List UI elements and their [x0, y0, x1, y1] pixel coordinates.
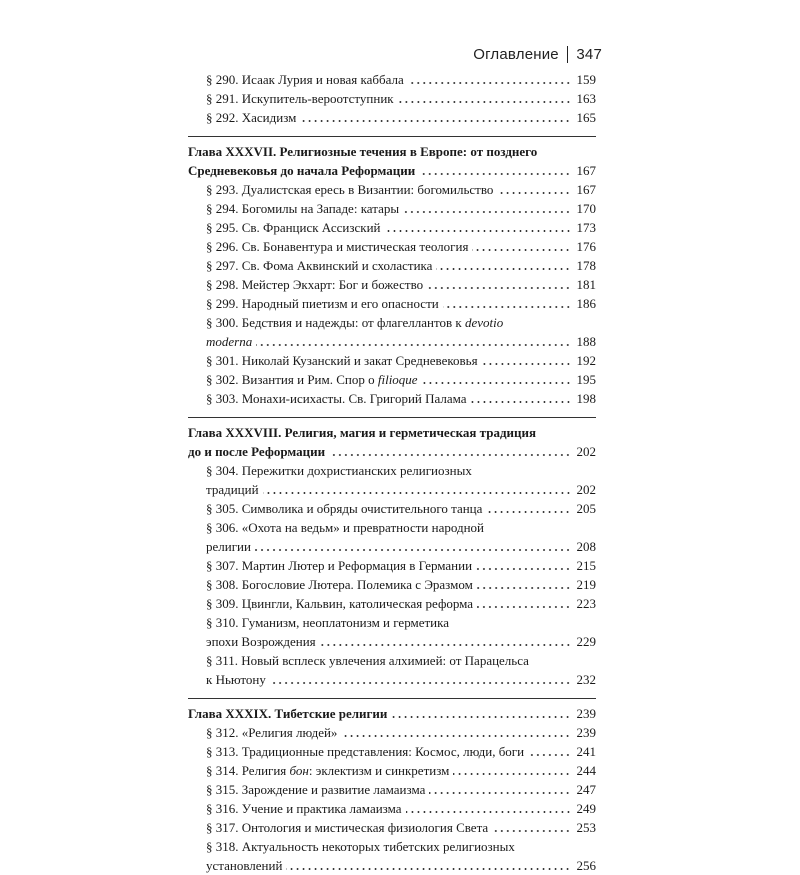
dot-leader	[429, 792, 571, 794]
toc-page-number: 223	[576, 596, 596, 611]
dot-leader	[486, 511, 571, 513]
dot-leader	[263, 492, 571, 494]
toc-page-number: 247	[576, 782, 596, 797]
dot-leader	[341, 735, 571, 737]
running-head-title: Оглавление	[473, 46, 559, 63]
running-head	[473, 46, 602, 63]
toc-entry-title: § 313. Традиционные представления: Космос, люди, боги	[206, 744, 525, 759]
dot-leader	[422, 382, 571, 384]
toc-page-number: 253	[576, 820, 596, 835]
toc-line	[188, 218, 596, 237]
dot-leader	[286, 868, 571, 870]
dot-leader	[398, 101, 571, 103]
toc-page-number: 232	[576, 672, 596, 687]
toc-page-number: 239	[576, 725, 596, 740]
toc-entry-title: § 317. Онтология и мистическая физиология Света	[206, 820, 489, 835]
toc-entry-title: § 290. Исаак Лурия и новая каббала	[206, 72, 404, 87]
toc-section	[188, 351, 596, 370]
toc-entry-title: § 308. Богословие Лютера. Полемика с Эразмом	[206, 577, 473, 592]
toc-line	[188, 518, 596, 537]
dot-leader	[408, 82, 571, 84]
toc-page-number: 178	[576, 258, 596, 273]
toc-line	[188, 594, 596, 613]
toc-entry-title: к Ньютону	[206, 672, 266, 687]
toc-page-number: 195	[576, 372, 596, 387]
toc-section	[188, 723, 596, 742]
toc-chapter	[188, 704, 596, 723]
toc-section	[188, 761, 596, 780]
toc-section	[188, 294, 596, 313]
dot-leader	[528, 754, 571, 756]
toc-page-number: 159	[576, 72, 596, 87]
toc-entry-title: § 291. Искупитель-вероотступник	[206, 91, 394, 106]
toc-entry-title: § 298. Мейстер Экхарт: Бог и божество	[206, 277, 424, 292]
toc-entry-title: § 297. Св. Фома Аквинский и схоластика	[206, 258, 433, 273]
toc-entry-title: установлений	[206, 858, 283, 873]
toc-page-number: 165	[576, 110, 596, 125]
table-of-contents	[188, 70, 596, 875]
italic-term: filioque	[377, 372, 418, 387]
toc-section	[188, 180, 596, 199]
toc-page-number: 198	[576, 391, 596, 406]
dot-leader	[497, 192, 571, 194]
toc-entry-title: § 294. Богомилы на Западе: катары	[206, 201, 400, 216]
toc-line	[188, 499, 596, 518]
toc-line	[188, 837, 596, 856]
toc-line	[188, 423, 596, 442]
toc-section	[188, 613, 596, 651]
toc-section	[188, 70, 596, 89]
toc-entry-title: эпохи Возрождения	[206, 634, 316, 649]
toc-line	[188, 461, 596, 480]
toc-section	[188, 199, 596, 218]
toc-entry-title: § 315. Зарождение и развитие ламаизма	[206, 782, 426, 797]
toc-line	[188, 723, 596, 742]
toc-entry-title: § 311. Новый всплеск увлечения алхимией: от Парацельса	[206, 653, 529, 668]
toc-section	[188, 837, 596, 875]
dot-leader	[476, 568, 571, 570]
toc-line	[188, 704, 596, 723]
toc-page-number: 167	[576, 163, 596, 178]
toc-entry-title: религии	[206, 539, 251, 554]
toc-page-number: 219	[576, 577, 596, 592]
toc-entry-title: § 296. Св. Бонавентура и мистическая теология	[206, 239, 469, 254]
toc-entry-title: § 314. Религия бон: эклектизм и синкретизм	[206, 763, 450, 778]
toc-page-number: 249	[576, 801, 596, 816]
toc-entry-title: Глава XXXIX. Тибетские религии	[188, 706, 388, 721]
italic-term: devotio	[464, 315, 504, 330]
toc-line	[188, 761, 596, 780]
chapter-divider	[188, 136, 596, 137]
toc-page-number: 256	[576, 858, 596, 873]
dot-leader	[385, 230, 571, 232]
toc-line	[188, 442, 596, 461]
toc-line	[188, 818, 596, 837]
toc-line	[188, 142, 596, 161]
dot-leader	[255, 549, 571, 551]
toc-line	[188, 370, 596, 389]
chapter-divider	[188, 417, 596, 418]
toc-entry-title: § 304. Пережитки дохристианских религиозных	[206, 463, 472, 478]
toc-entry-title: до и после Реформации	[188, 444, 326, 459]
toc-page-number: 205	[576, 501, 596, 516]
toc-page-number: 208	[576, 539, 596, 554]
toc-line	[188, 108, 596, 127]
toc-section	[188, 237, 596, 256]
dot-leader	[329, 454, 571, 456]
toc-line	[188, 632, 596, 651]
toc-line	[188, 556, 596, 575]
toc-entry-title: Средневековья до начала Реформации	[188, 163, 416, 178]
toc-section	[188, 818, 596, 837]
italic-term: бон	[289, 763, 309, 778]
toc-entry-title: § 299. Народный пиетизм и его опасности	[206, 296, 439, 311]
toc-entry-title: § 309. Цвингли, Кальвин, католическая реформа	[206, 596, 474, 611]
toc-section	[188, 370, 596, 389]
toc-entry-title: § 302. Византия и Рим. Спор о filioque	[206, 372, 418, 387]
toc-line	[188, 313, 596, 332]
toc-entry-title: § 307. Мартин Лютер и Реформация в Германии	[206, 558, 473, 573]
toc-page-number: 244	[576, 763, 596, 778]
toc-page-number: 215	[576, 558, 596, 573]
toc-line	[188, 199, 596, 218]
dot-leader	[492, 830, 571, 832]
toc-line	[188, 575, 596, 594]
toc-section	[188, 89, 596, 108]
toc-entry-title: традиций	[206, 482, 259, 497]
toc-section	[188, 575, 596, 594]
toc-page-number: 186	[576, 296, 596, 311]
toc-line	[188, 389, 596, 408]
toc-line	[188, 180, 596, 199]
toc-line	[188, 651, 596, 670]
toc-entry-title: § 318. Актуальность некоторых тибетских религиозных	[206, 839, 515, 854]
toc-page-number: 241	[576, 744, 596, 759]
toc-page-number: 229	[576, 634, 596, 649]
dot-leader	[406, 811, 571, 813]
toc-page-number: 173	[576, 220, 596, 235]
toc-section	[188, 313, 596, 351]
toc-section	[188, 499, 596, 518]
toc-page-number: 239	[576, 706, 596, 721]
toc-entry-title: § 310. Гуманизм, неоплатонизм и герметика	[206, 615, 450, 630]
toc-line	[188, 613, 596, 632]
dot-leader	[320, 644, 571, 646]
toc-entry-title: Глава XXXVII. Религиозные течения в Европе: от позднего	[188, 144, 538, 159]
toc-page-number: 176	[576, 239, 596, 254]
toc-line	[188, 799, 596, 818]
italic-term: moderna	[206, 334, 253, 349]
toc-entry-title: Глава XXXVIII. Религия, магия и герметическая традиция	[188, 425, 537, 440]
toc-line	[188, 742, 596, 761]
toc-page-number: 202	[576, 482, 596, 497]
toc-entry-title: § 293. Дуалистская ересь в Византии: богомильство	[206, 182, 494, 197]
toc-page-number: 192	[576, 353, 596, 368]
toc-line	[188, 89, 596, 108]
toc-section	[188, 389, 596, 408]
running-head-separator	[567, 46, 569, 63]
dot-leader	[403, 211, 571, 213]
toc-entry-title: § 292. Хасидизм	[206, 110, 297, 125]
toc-line	[188, 332, 596, 351]
dot-leader	[453, 773, 571, 775]
dot-leader	[391, 716, 571, 718]
toc-section	[188, 256, 596, 275]
toc-section	[188, 461, 596, 499]
dot-leader	[427, 287, 571, 289]
dot-leader	[300, 120, 571, 122]
toc-page-number: 181	[576, 277, 596, 292]
dot-leader	[472, 249, 571, 251]
toc-section	[188, 218, 596, 237]
toc-entry-title: § 300. Бедствия и надежды: от флагеллантов к devotio	[206, 315, 504, 330]
toc-line	[188, 856, 596, 875]
dot-leader	[270, 682, 571, 684]
dot-leader	[471, 401, 571, 403]
toc-section	[188, 275, 596, 294]
toc-entry-title: § 301. Николай Кузанский и закат Средневековья	[206, 353, 478, 368]
toc-section	[188, 799, 596, 818]
dot-leader	[443, 306, 571, 308]
dot-leader	[419, 173, 571, 175]
toc-page-number: 163	[576, 91, 596, 106]
dot-leader	[482, 363, 571, 365]
toc-line	[188, 480, 596, 499]
toc-chapter	[188, 423, 596, 461]
toc-entry-title: § 312. «Религия людей»	[206, 725, 338, 740]
dot-leader	[436, 268, 571, 270]
toc-line	[188, 256, 596, 275]
dot-leader	[477, 606, 571, 608]
toc-line	[188, 70, 596, 89]
toc-chapter	[188, 142, 596, 180]
toc-line	[188, 275, 596, 294]
toc-section	[188, 594, 596, 613]
toc-line	[188, 294, 596, 313]
toc-entry-title: § 316. Учение и практика ламаизма	[206, 801, 402, 816]
toc-line	[188, 351, 596, 370]
toc-page-number: 188	[576, 334, 596, 349]
toc-section	[188, 108, 596, 127]
toc-line	[188, 237, 596, 256]
toc-entry-title: § 303. Монахи-исихасты. Св. Григорий Палама	[206, 391, 467, 406]
toc-page-number: 170	[576, 201, 596, 216]
toc-page-number: 202	[576, 444, 596, 459]
dot-leader	[477, 587, 571, 589]
toc-entry-title	[206, 332, 252, 351]
toc-line	[188, 537, 596, 556]
toc-line	[188, 670, 596, 689]
toc-page-number: 167	[576, 182, 596, 197]
toc-section	[188, 651, 596, 689]
dot-leader	[256, 344, 571, 346]
toc-section	[188, 556, 596, 575]
page-number: 347	[576, 46, 602, 63]
toc-entry-title: § 295. Св. Франциск Ассизский	[206, 220, 381, 235]
toc-section	[188, 518, 596, 556]
toc-entry-title: § 305. Символика и обряды очистительного танца	[206, 501, 483, 516]
toc-entry-title: § 306. «Охота на ведьм» и превратности народной	[206, 520, 484, 535]
toc-line	[188, 780, 596, 799]
chapter-divider	[188, 698, 596, 699]
toc-line	[188, 161, 596, 180]
toc-section	[188, 780, 596, 799]
toc-section	[188, 742, 596, 761]
